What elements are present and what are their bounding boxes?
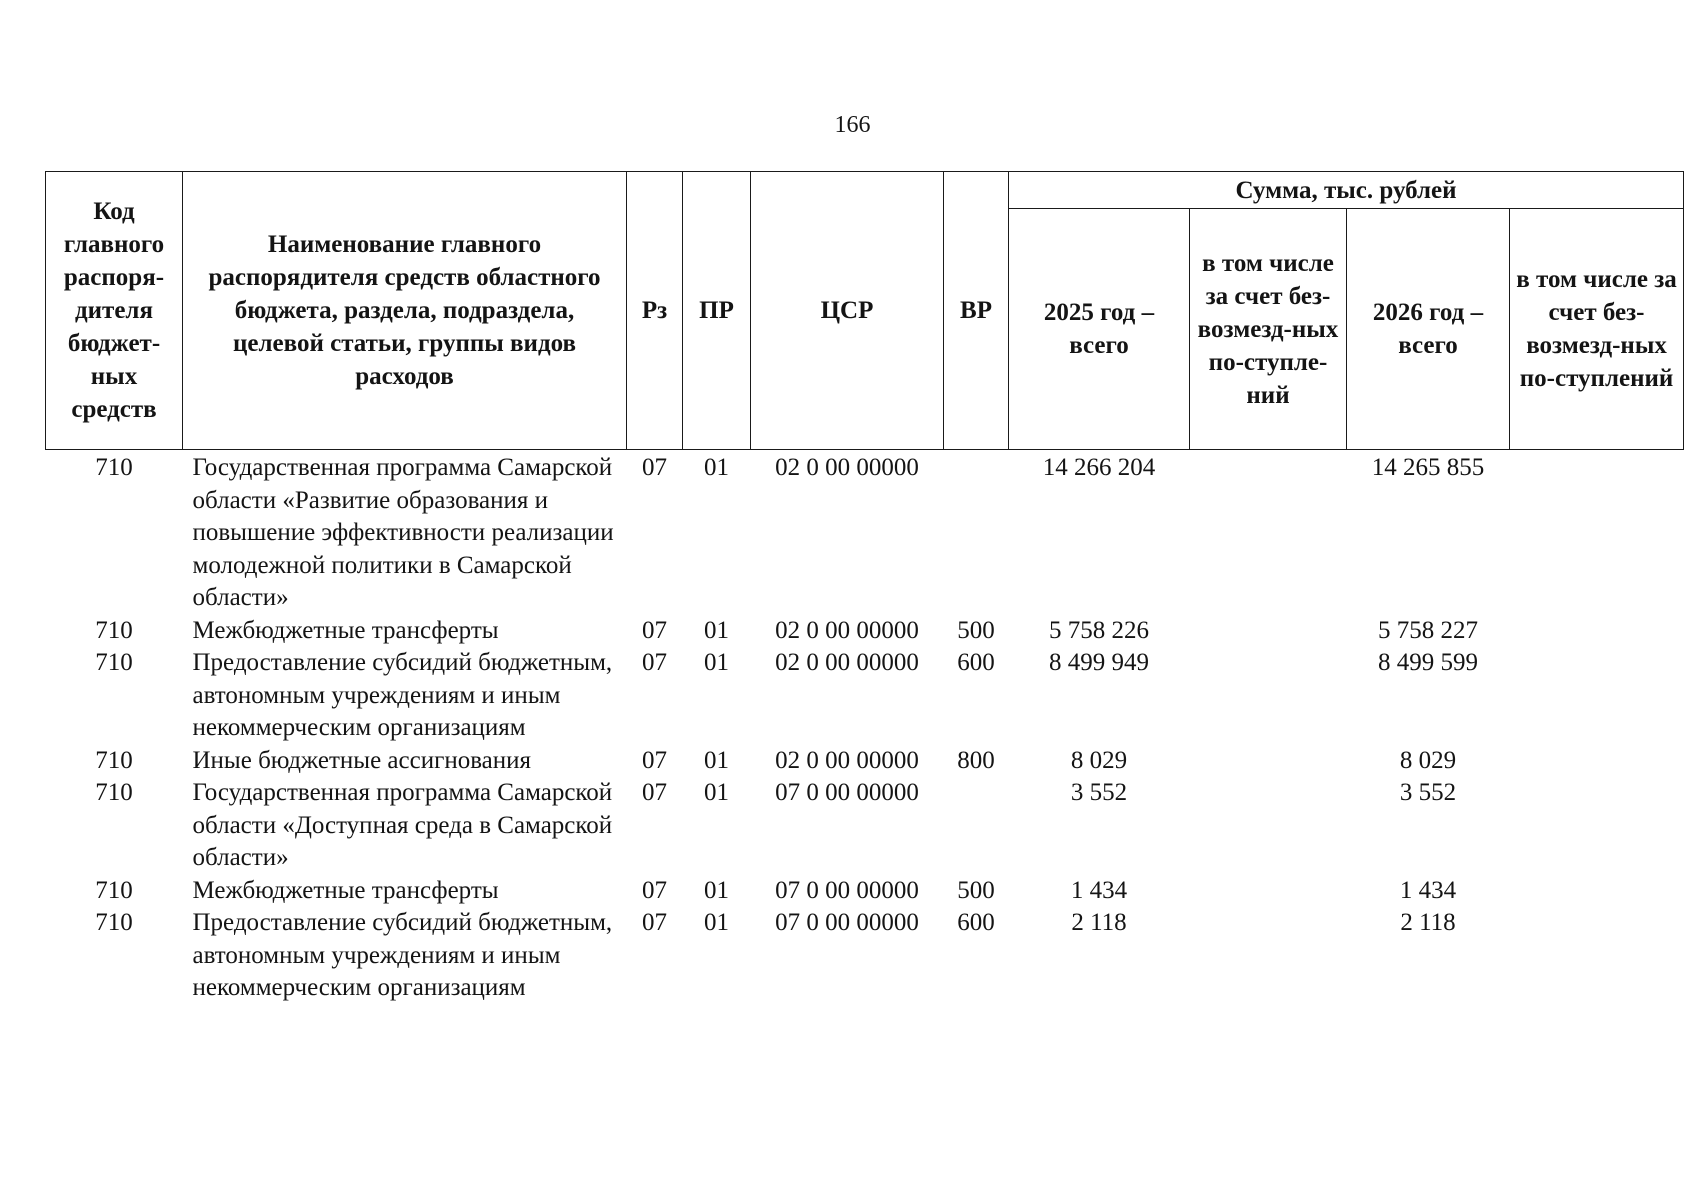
table-row [46, 615, 1684, 648]
header-vr: ВР [944, 172, 1009, 450]
row-pr: 01 [704, 649, 729, 676]
table-header [46, 172, 1684, 450]
row-2025-total: 14 266 204 [1042, 454, 1156, 481]
row-2026-total: 8 499 599 [1378, 649, 1478, 676]
row-code: 710 [95, 454, 133, 481]
row-csr: 02 0 00 00000 [775, 454, 919, 481]
row-code: 710 [95, 649, 133, 676]
row-pr: 01 [704, 909, 729, 936]
row-csr: 07 0 00 00000 [775, 876, 919, 904]
row-2025-total: 8 029 [1070, 746, 1128, 774]
header-csr: ЦСР [751, 172, 944, 450]
row-pr: 01 [704, 746, 729, 774]
table-body [46, 450, 1684, 1005]
row-2026-free [1510, 907, 1684, 1005]
row-rz: 07 [642, 616, 667, 644]
row-2025-free [1190, 777, 1347, 875]
row-vr: 800 [957, 746, 995, 774]
row-2025-free [1190, 745, 1347, 778]
row-2025-free [1190, 907, 1347, 1005]
row-2025-total: 8 499 949 [1049, 649, 1149, 676]
row-2025-free [1190, 647, 1347, 745]
row-vr [944, 777, 1009, 875]
header-2026-free: в том числе за счет без-возмезд-ных по-ступлений [1510, 209, 1684, 450]
row-pr: 01 [704, 454, 729, 481]
row-vr [944, 450, 1009, 615]
row-name: Государственная программа Самарской области «Развитие образования и повышение эффективности реализации молодежной политики в Самарской области» [192, 454, 614, 611]
table-row [46, 745, 1684, 778]
row-2026-free [1510, 647, 1684, 745]
row-name: Предоставление субсидий бюджетным, автономным учреждениям и иным некоммерческим организациям [192, 909, 613, 1001]
row-code: 710 [95, 909, 133, 936]
row-csr: 02 0 00 00000 [775, 649, 919, 676]
row-vr: 600 [957, 909, 995, 936]
row-2026-total: 5 758 227 [1378, 616, 1478, 644]
row-name: Предоставление субсидий бюджетным, автономным учреждениям и иным некоммерческим организациям [192, 649, 613, 741]
table-row [46, 907, 1684, 1005]
row-csr: 07 0 00 00000 [775, 909, 919, 936]
row-2025-total: 2 118 [1071, 909, 1127, 936]
table-row [46, 450, 1684, 615]
row-rz: 07 [642, 649, 667, 676]
table-row [46, 777, 1684, 875]
row-code: 710 [95, 746, 133, 774]
header-pr: ПР [683, 172, 751, 450]
budget-table [45, 171, 1684, 1005]
row-2026-total: 1 434 [1399, 876, 1457, 904]
table-row [46, 875, 1684, 908]
row-2026-total: 8 029 [1399, 746, 1457, 774]
row-2025-free [1190, 450, 1347, 615]
row-csr: 02 0 00 00000 [775, 746, 919, 774]
row-2026-free [1510, 745, 1684, 778]
header-2025-total: 2025 год – всего [1009, 209, 1190, 450]
row-vr: 600 [957, 649, 995, 676]
row-rz: 07 [642, 876, 667, 904]
row-vr: 500 [957, 616, 995, 644]
budget-table-container [45, 171, 1683, 1005]
header-2026-total: 2026 год – всего [1347, 209, 1510, 450]
header-rz: Рз [627, 172, 683, 450]
row-rz: 07 [642, 909, 667, 936]
page-number: 166 [834, 112, 871, 138]
row-rz: 07 [642, 779, 667, 806]
row-code: 710 [95, 876, 133, 904]
row-pr: 01 [704, 779, 729, 806]
header-code: Код главного распоря-дителя бюджет-ных средств [46, 172, 183, 450]
header-2025-free: в том числе за счет без-возмезд-ных по-ступле-ний [1190, 209, 1347, 450]
row-2026-free [1510, 875, 1684, 908]
row-csr: 02 0 00 00000 [775, 616, 919, 644]
row-2025-free [1190, 875, 1347, 908]
row-2026-free [1510, 615, 1684, 648]
row-2026-total: 3 552 [1399, 779, 1457, 806]
header-sum-group: Сумма, тыс. рублей [1009, 172, 1684, 209]
row-code: 710 [95, 779, 133, 806]
row-name: Межбюджетные трансферты [192, 876, 499, 904]
row-name: Иные бюджетные ассигнования [192, 746, 532, 774]
row-2026-free [1510, 777, 1684, 875]
table-row [46, 647, 1684, 745]
row-name: Межбюджетные трансферты [192, 616, 499, 644]
row-name: Государственная программа Самарской области «Доступная среда в Самарской области» [192, 779, 613, 871]
row-2026-total: 14 265 855 [1371, 454, 1485, 481]
row-rz: 07 [642, 746, 667, 774]
row-pr: 01 [704, 616, 729, 644]
row-vr: 500 [957, 876, 995, 904]
row-2025-total: 5 758 226 [1049, 616, 1149, 644]
row-rz: 07 [642, 454, 667, 481]
row-pr: 01 [704, 876, 729, 904]
row-2025-total: 3 552 [1070, 779, 1128, 806]
row-csr: 07 0 00 00000 [775, 779, 919, 806]
row-2025-free [1190, 615, 1347, 648]
row-2025-total: 1 434 [1070, 876, 1128, 904]
row-2026-total: 2 118 [1400, 909, 1456, 936]
header-name: Наименование главного распорядителя средств областного бюджета, раздела, подраздела, целевой статьи, группы видов расходов [183, 172, 627, 450]
row-2026-free [1510, 450, 1684, 615]
row-code: 710 [95, 616, 133, 644]
